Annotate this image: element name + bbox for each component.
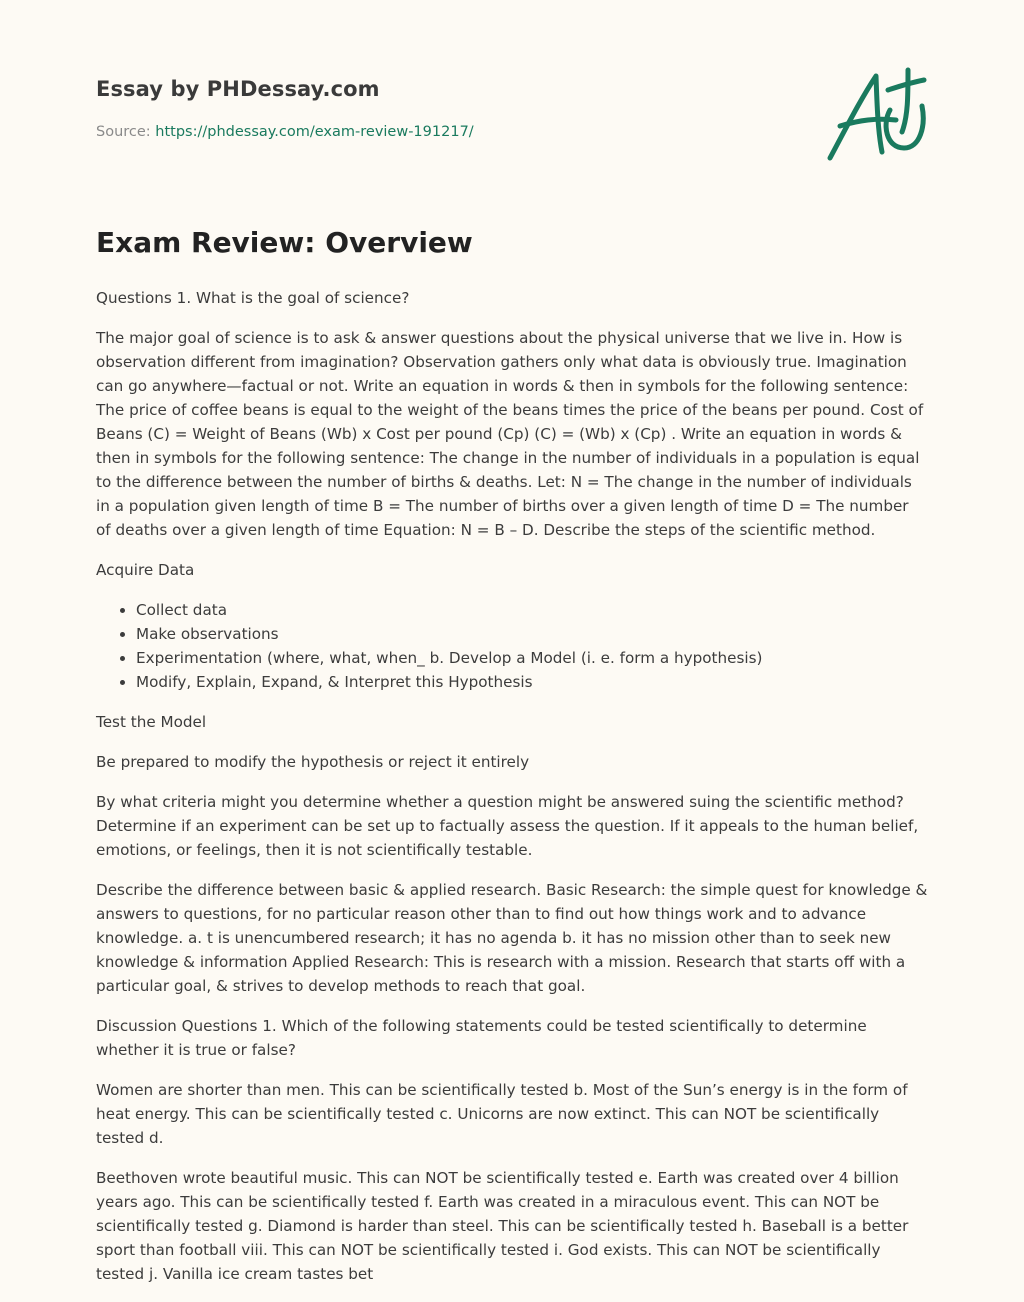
- page-title: Exam Review: Overview: [96, 226, 473, 259]
- source-link[interactable]: https://phdessay.com/exam-review-191217/: [155, 124, 474, 140]
- paragraph: Be prepared to modify the hypothesis or reject it entirely: [96, 753, 530, 771]
- paragraph: Discussion Questions 1. Which of the following statements could be tested scientifically to determine whether it is true or false?: [96, 1017, 867, 1059]
- paragraph: The major goal of science is to ask & answer questions about the physical universe that we live in. How is observation different from imagination? Observation gathers only what data is obviously true. Imagination can go anywhere—factual or not. Write an equation in words & then in symbols for the following sentence: The price of coffee beans is equal to the weight of the beans times the price of the beans per pound. Cost of Beans (C) = Weight of Beans (Wb) x Cost per pound (Cp) (C) = (Wb) x (Cp) . Write an equation in words & then in symbols for the following sentence: The change in the number of individuals in a population is equal to the difference between the number of births & deaths. Let: N = The change in the number of individuals in a population given length of time B = The number of births over a given length of time D = The number of deaths over a given length of time Equation: N = B – D. Describe the steps of the scientific method.: [96, 329, 924, 539]
- paragraph: Women are shorter than men. This can be scientifically tested b. Most of the Sun’s energy is in the form of heat energy. This can be scientifically tested c. Unicorns are now extinct. This can NOT be scientifically tested d.: [96, 1081, 908, 1147]
- steps-list: [96, 598, 928, 694]
- paragraph: Questions 1. What is the goal of science?: [96, 289, 410, 307]
- list-item: • Modify, Explain, Expand, & Interpret this Hypothesis: [136, 670, 928, 694]
- paragraph: By what criteria might you determine whether a question might be answered suing the scientific method? Determine if an experiment can be set up to factually assess the question. If it appeals to the human belief, emotions, or feelings, then it is not scientifically testable.: [96, 793, 919, 859]
- list-item: • Experimentation (where, what, when_ b. Develop a Model (i. e. form a hypothesis): [136, 646, 928, 670]
- paragraph: Acquire Data: [96, 561, 195, 579]
- list-item: • Make observations: [136, 622, 928, 646]
- paragraph: Test the Model: [96, 713, 207, 731]
- essay-body: [96, 286, 928, 1302]
- source-label: Source:: [96, 124, 156, 140]
- source-line: [96, 124, 474, 140]
- site-brand: Essay by PHDessay.com: [96, 77, 380, 101]
- list-item: • Collect data: [136, 598, 928, 622]
- a-plus-logo-icon: [826, 66, 936, 166]
- paragraph: Beethoven wrote beautiful music. This can NOT be scientifically tested e. Earth was created over 4 billion years ago. This can be scientifically tested f. Earth was created in a miraculous event. This can NOT be scientifically tested g. Diamond is harder than steel. This can be scientifically tested h. Baseball is a better sport than football viii. This can NOT be scientifically tested i. God exists. This can NOT be scientifically tested j. Vanilla ice cream tastes bet: [96, 1169, 909, 1283]
- paragraph: Describe the difference between basic & applied research. Basic Research: the simple quest for knowledge & answers to questions, for no particular reason other than to find out how things work and to advance knowledge. a. t is unencumbered research; it has no agenda b. it has no mission other than to seek new knowledge & information Applied Research: This is research with a mission. Research that starts off with a particular goal, & strives to develop methods to reach that goal.: [96, 881, 928, 995]
